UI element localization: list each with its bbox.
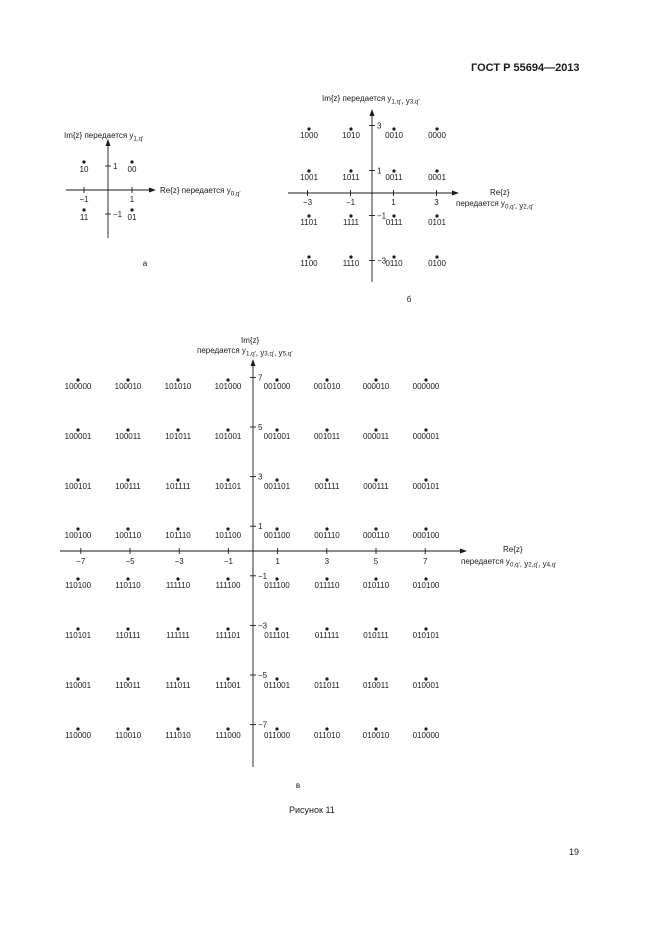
diagram-c-x-arrow [460, 549, 467, 554]
diagram-c-point-label: 000110 [362, 531, 390, 540]
diagram-b-y-label: Im{z} передается $y_{1,q'}$, y3,q' [322, 94, 420, 106]
diagram-c-sublabel: в [295, 781, 301, 790]
diagram-b-y-tick-label: −1 [377, 211, 387, 221]
diagram-c-point-label: 011111 [314, 631, 340, 640]
diagram-c-y-arrow [251, 359, 256, 366]
diagram-a-x-arrow [149, 188, 156, 193]
diagram-c-point-label: 110000 [64, 731, 92, 740]
diagram-c-point-label: 111101 [215, 631, 241, 640]
diagram-c-point-label: 110110 [115, 581, 141, 590]
diagram-a-point [82, 160, 85, 163]
diagram-c-point-label: 010000 [412, 731, 440, 740]
diagram-c-x-tick-label: −3 [174, 557, 184, 566]
diagram-c-y-tick-label: 5 [258, 423, 263, 432]
diagram-c-point-label: 110101 [64, 631, 92, 640]
diagram-a-x-tick-label: 1 [129, 195, 135, 204]
diagram-c-x-tick-label: −7 [76, 557, 86, 566]
diagram-c-point-label: 010110 [362, 581, 390, 590]
diagram-c-y-tick-label: −7 [258, 720, 268, 730]
diagram-c-point-label: 101010 [164, 382, 192, 391]
diagram-c-point-label: 001100 [263, 531, 291, 540]
diagram-b-point-label: 1010 [342, 131, 360, 140]
diagram-a-y-arrow [106, 139, 111, 146]
diagram-c-point-label: 101001 [214, 432, 242, 441]
diagram-b-point-label: 0001 [428, 173, 446, 182]
diagram-b-point-label: 0011 [385, 173, 403, 182]
diagram-b-x-tick-label: 3 [434, 198, 439, 207]
diagram-b-x-tick-label: −1 [345, 198, 356, 207]
diagram-c-x-tick-label: 7 [422, 557, 428, 566]
diagram-a-x-tick-label: −1 [79, 195, 89, 204]
diagram-c-x-label: Re{z} [503, 545, 523, 554]
diagram-c-point-label: 010100 [412, 581, 440, 590]
diagram-a-point-label: 11 [79, 213, 89, 222]
diagram-c-point-label: 001101 [263, 482, 291, 491]
diagram-b-point-label: 0010 [385, 131, 403, 140]
diagram-c-point-label: 010101 [412, 631, 440, 640]
diagram-c-point-label: 100110 [114, 531, 142, 540]
diagram-c-point-label: 100100 [64, 531, 92, 540]
diagram-a-point-label: 00 [127, 165, 137, 174]
diagram-c-point-label: 000001 [412, 432, 440, 441]
diagram-c-point-label: 000111 [363, 482, 389, 491]
diagram-c-x-tick-label: 5 [373, 557, 379, 566]
diagram-a-x-label: Re{z} передается $y_{0,q'}$ [160, 186, 241, 198]
diagram-c-point-label: 111011 [165, 681, 191, 690]
diagram-b-point-label: 0111 [385, 218, 403, 227]
diagram-c-point-label: 011100 [264, 581, 290, 590]
diagram-b-y-arrow [370, 109, 375, 116]
diagram-c-x-tick-label: −5 [125, 557, 135, 566]
diagram-b-point-label: 1111 [342, 218, 360, 227]
diagram-c-point-label: 001000 [263, 382, 291, 391]
diagram-c-y-tick-label: 1 [258, 522, 263, 532]
diagram-b-x-tick-label: 1 [391, 198, 396, 207]
diagram-a-y-tick-label: −1 [113, 210, 123, 219]
diagram-c-point-label: 111110 [165, 581, 191, 590]
diagram-c-point-label: 010011 [362, 681, 390, 690]
diagram-c-point-label: 001111 [314, 482, 340, 491]
diagram-c-point-label: 000000 [412, 382, 440, 391]
diagram-c-point-label: 111100 [215, 581, 241, 590]
diagram-c-x-tick-label: 3 [324, 557, 330, 566]
diagram-b-y-tick-label: −3 [377, 256, 387, 266]
diagram-c-y-tick-label: −1 [258, 571, 268, 581]
diagram-c-point-label: 000101 [412, 482, 440, 491]
diagram-c-point-label: 001011 [313, 432, 341, 441]
diagram-c-y-label-2: передается $y_{1,q'}$, y3,q', y5,q' [197, 346, 293, 358]
diagram-a-y-tick-label: 1 [113, 162, 118, 171]
diagram-c-point-label: 011010 [313, 731, 341, 740]
diagram-b-point-label: 1110 [342, 259, 360, 268]
diagram-c-point-label: 110011 [115, 681, 141, 690]
diagram-c-y-tick-label: −5 [258, 671, 268, 680]
diagram-c-point-label: 101100 [214, 531, 242, 540]
diagram-c-point-label: 110001 [64, 681, 92, 690]
diagram-c-point-label: 011101 [264, 631, 290, 640]
diagram-c-point-label: 010010 [362, 731, 390, 740]
diagram-a-point [130, 208, 133, 211]
diagram-b-point-label: 1100 [300, 259, 318, 268]
diagram-b-point-label: 1011 [342, 173, 360, 182]
diagram-b-x-tick-label: −3 [302, 198, 313, 207]
diagram-c-point-label: 101000 [214, 382, 242, 391]
diagram-c-point-label: 010001 [412, 681, 440, 690]
diagram-c-point-label: 100000 [64, 382, 92, 391]
diagram-c-x-tick-label: −1 [223, 557, 233, 566]
diagram-c-point-label: 011000 [263, 731, 291, 740]
diagram-c-point-label: 111010 [165, 731, 191, 740]
diagram-b-point-label: 0110 [385, 259, 403, 268]
page-number: 19 [569, 847, 580, 857]
diagram-c-point-label: 001001 [263, 432, 291, 441]
diagram-c-point-label: 110010 [114, 731, 142, 740]
diagram-c-point-label: 011001 [263, 681, 291, 690]
diagram-c-point-label: 010111 [363, 631, 389, 640]
diagram-c-point-label: 111001 [215, 681, 241, 690]
diagram-b-x-label-2: передается $y_{0,q'}$, y2,q' [456, 199, 534, 211]
diagram-c-point-label: 110100 [64, 581, 92, 590]
diagram-c-y-tick-label: 7 [258, 373, 263, 383]
diagram-a-point [82, 208, 85, 211]
diagram-c-point-label: 011110 [314, 581, 340, 590]
diagram-c-point-label: 111000 [215, 731, 241, 740]
diagram-c-x-label-2: передается $y_{0,q'}$, y2,q', y4,q' [461, 557, 557, 569]
diagram-c-point-label: 000010 [362, 382, 390, 391]
diagram-a-sublabel: а [142, 259, 148, 268]
diagram-c-point-label: 100101 [64, 482, 92, 491]
diagram-a-y-label: Im{z} передается $y_{1,q'}$ [64, 131, 144, 143]
diagram-c-point-label: 101101 [214, 482, 242, 491]
diagram-b-y-tick-label: 3 [377, 121, 382, 131]
diagram-b-point-label: 1000 [300, 131, 318, 140]
diagram-c-point-label: 101110 [165, 531, 191, 540]
diagram-c-point-label: 100111 [115, 482, 141, 491]
diagram-a-point [130, 160, 133, 163]
diagram-c-point-label: 101111 [165, 482, 191, 491]
diagram-c-point-label: 100010 [114, 382, 142, 391]
diagram-c-point-label: 101011 [164, 432, 192, 441]
diagram-b-y-tick-label: 1 [377, 166, 382, 176]
diagram-b-point-label: 0100 [428, 259, 446, 268]
diagram-b-x-arrow [452, 191, 459, 196]
diagram-a-point-label: 01 [127, 213, 137, 222]
diagram-c-x-tick-label: 1 [275, 557, 280, 566]
diagram-b-point-label: 1101 [300, 218, 318, 227]
diagram-c-y-label: Im{z} [241, 336, 260, 345]
figure-caption: Рисунок 11 [289, 805, 335, 815]
standard-header: ГОСТ Р 55694—2013 [471, 62, 580, 74]
diagram-c-y-tick-label: 3 [258, 472, 263, 482]
diagram-b-point-label: 0000 [428, 131, 446, 140]
diagram-b-point-label: 0101 [428, 218, 446, 227]
diagram-c-point-label: 001110 [314, 531, 340, 540]
diagram-b-sublabel: б [406, 295, 412, 304]
diagram-a-point-label: 10 [79, 165, 89, 174]
diagram-c-point-label: 000011 [362, 432, 390, 441]
diagram-b-x-label: Re{z} [490, 188, 510, 197]
diagram-c-point-label: 111111 [166, 631, 190, 640]
diagram-c-point-label: 000100 [412, 531, 440, 540]
diagram-c-point-label: 100011 [114, 432, 142, 441]
diagram-c-y-tick-label: −3 [258, 621, 268, 631]
diagram-c-point-label: 011011 [314, 681, 340, 690]
diagram-c-point-label: 001010 [313, 382, 341, 391]
diagram-c-point-label: 110111 [115, 631, 141, 640]
diagram-b-point-label: 1001 [300, 173, 318, 182]
diagram-c-point-label: 100001 [64, 432, 92, 441]
